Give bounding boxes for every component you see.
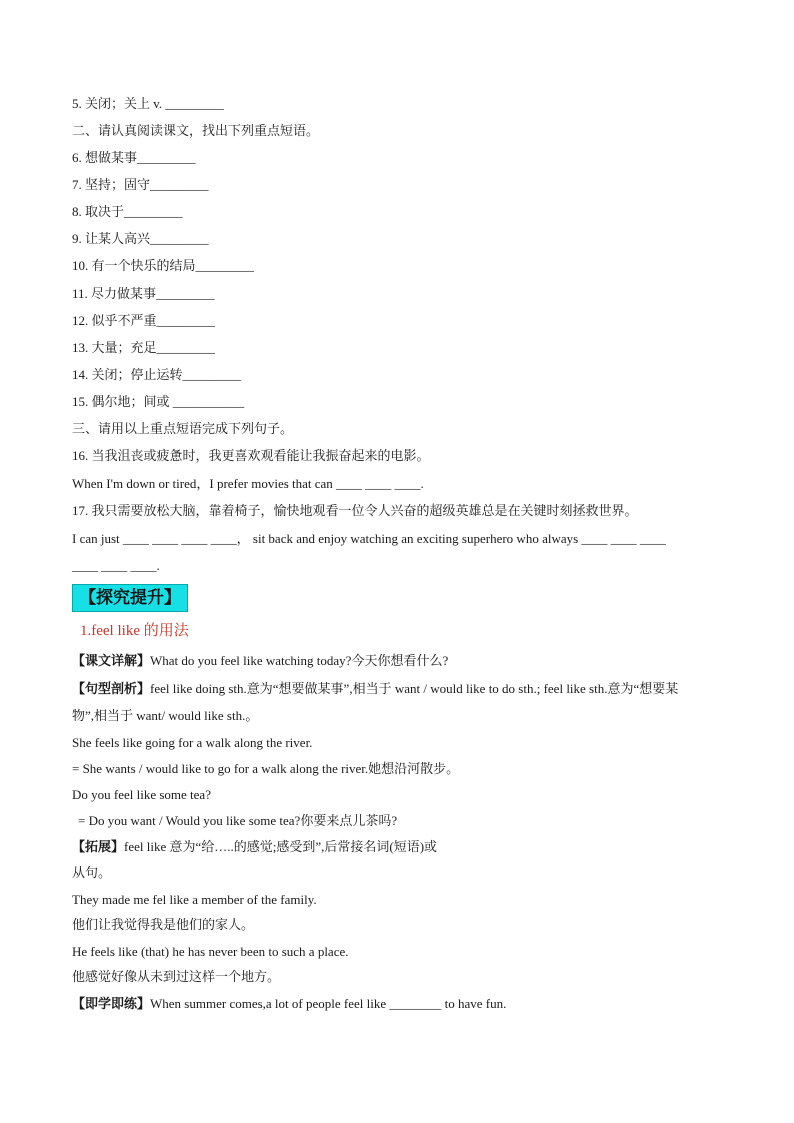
tag-text: When summer comes,a lot of people feel like ________ to have fun. (150, 996, 507, 1011)
sentence-17-chinese: 17. 我只需要放松大脑，靠着椅子，愉快地观看一位令人兴奋的超级英雄总是在关键时刻拯救世界。 (72, 503, 638, 518)
pattern-analysis (72, 680, 732, 698)
tag-label: 【句型剖析】 (72, 681, 151, 696)
sentence-16-english: When I'm down or tired，I prefer movies that can ____ ____ ____. (72, 476, 424, 491)
example-3-translation: 他们让我觉得我是他们的家人。 (72, 917, 255, 932)
sentence-17-english: I can just ____ ____ ____ ____， sit back and enjoy watching an exciting superhero who always ____ ____ ____ (72, 531, 666, 546)
tag-label: 【即学即练】 (72, 996, 151, 1011)
sentence-16-chinese: 16. 当我沮丧或疲惫时，我更喜欢观看能让我振奋起来的电影。 (72, 448, 430, 463)
example-1-equiv: = She wants / would like to go for a walk along the river.她想沿河散步。 (72, 761, 460, 776)
pattern-analysis-cont: 物”,相当于 want/ would like sth.。 (72, 708, 259, 723)
example-4: He feels like (that) he has never been to such a place. (72, 944, 349, 959)
example-2: Do you feel like some tea? (72, 787, 211, 802)
tag-text: feel like doing sth.意为“想要做某事”,相当于 want / would like to do sth.; feel like sth.意为“想要某 (150, 681, 679, 696)
exercise-item-9: 9. 让某人高兴_________ (72, 231, 209, 246)
tag-label: 【拓展】 (72, 839, 125, 854)
exercise-item-10: 10. 有一个快乐的结局_________ (72, 258, 255, 273)
section-two-instruction: 二、请认真阅读课文，找出下列重点短语。 (72, 123, 320, 138)
tag-label: 【课文详解】 (72, 653, 151, 668)
example-2-equiv: = Do you want / Would you like some tea?你要来点儿茶吗? (78, 813, 398, 828)
practice (72, 995, 732, 1013)
exercise-item-8: 8. 取决于_________ (72, 204, 183, 219)
exercise-item-11: 11. 尽力做某事_________ (72, 286, 215, 301)
section-heading: 【探究提升】 (72, 584, 188, 612)
extension (72, 838, 732, 856)
exercise-item-12: 12. 似乎不严重_________ (72, 313, 216, 328)
extension-cont: 从句。 (72, 865, 112, 880)
subheading-feel-like: 1.feel like 的用法 (80, 623, 189, 639)
section-three-instruction: 三、请用以上重点短语完成下列句子。 (72, 421, 294, 436)
example-1: She feels like going for a walk along the river. (72, 735, 313, 750)
example-4-translation: 他感觉好像从未到过这样一个地方。 (72, 969, 281, 984)
exercise-item-7: 7. 坚持；固守_________ (72, 177, 209, 192)
example-3: They made me fel like a member of the family. (72, 892, 317, 907)
tag-text: What do you feel like watching today?今天你想看什么? (150, 653, 449, 668)
tag-text: feel like 意为“给…..的感觉;感受到”,后常接名词(短语)或 (124, 839, 438, 854)
exercise-item-6: 6. 想做某事_________ (72, 150, 196, 165)
sentence-17-english-cont: ____ ____ ____. (72, 558, 160, 573)
exercise-item-14: 14. 关闭；停止运转_________ (72, 367, 242, 382)
exercise-item-5: 5. 关闭；关上 v. _________ (72, 96, 224, 111)
exercise-item-13: 13. 大量；充足_________ (72, 340, 216, 355)
exercise-item-15: 15. 偶尔地；间或 ___________ (72, 394, 245, 409)
text-explanation (72, 652, 732, 670)
